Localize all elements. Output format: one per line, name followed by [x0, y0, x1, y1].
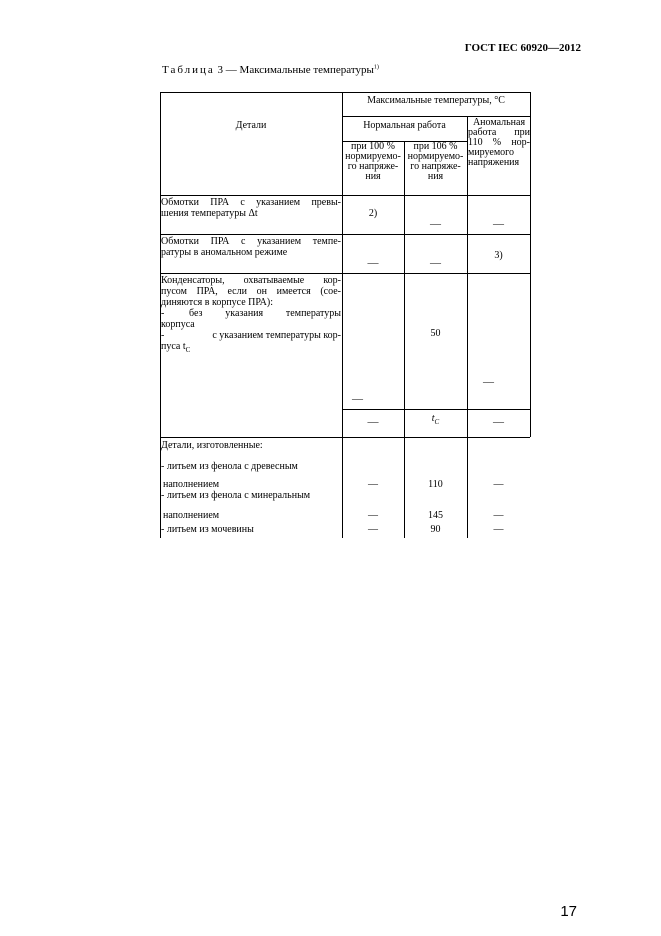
cell-value: —: [368, 510, 378, 521]
row-label-line: корпуса: [161, 319, 195, 330]
cell-value: —: [493, 524, 504, 535]
document-header: ГОСТ IEC 60920—2012: [464, 42, 581, 54]
col-header-line: ния: [365, 171, 381, 182]
col-header-line: го напряже-: [347, 161, 399, 172]
grid-line: [467, 116, 468, 538]
cell-value: —: [367, 257, 379, 269]
sub-item-bullet: -: [161, 330, 165, 341]
col-header-line: напряжения: [468, 157, 520, 168]
sub-item-text: с указанием температуры кор-: [212, 330, 341, 341]
caption-prefix: Таблица: [162, 64, 215, 76]
cell-value: —: [367, 416, 379, 428]
caption-footnote-ref: 1): [373, 64, 379, 71]
row-label-line: Обмотки ПРА с указанием превы-: [161, 197, 341, 208]
cell-value-text: t: [431, 413, 435, 424]
grid-line: [160, 92, 530, 93]
col-header-line: при 106 %: [413, 141, 458, 152]
row-label-line: Конденсаторы, охватываемые кор-: [161, 275, 341, 286]
sub-item-no-temp: [161, 308, 341, 319]
cell-value: 145: [428, 510, 443, 521]
row-label-line: шения температуры Δt: [161, 208, 258, 219]
cell-value: —: [493, 218, 504, 230]
row-label-windings-dt: [161, 197, 341, 219]
page-number: 17: [560, 903, 577, 920]
col-header-line: ния: [427, 171, 444, 182]
grid-line: [160, 437, 530, 438]
cell-value: —: [493, 510, 504, 521]
cell-value: 2): [368, 208, 378, 219]
row-label-capacitors: [161, 275, 341, 356]
cell-value: —: [368, 479, 378, 490]
cell-value: —: [368, 524, 378, 535]
row-label-text: пуса t: [161, 341, 186, 352]
row-label-parts: Детали, изготовленные:: [161, 440, 263, 451]
row-label-line: ратуры в аномальном режиме: [161, 247, 288, 258]
col-header-line: мируемого: [468, 147, 515, 158]
table-caption: [162, 64, 379, 76]
col-header-normal: Нормальная работа: [363, 120, 446, 131]
col-header-line: работа при: [468, 127, 530, 138]
col-header-abnormal: [468, 118, 530, 168]
col-header-106: [404, 142, 467, 182]
part-item-line: - литьем из мочевины: [161, 524, 254, 535]
cell-value-subscript: C: [434, 418, 440, 426]
cell-value: —: [352, 393, 363, 405]
col-header-line: го напряже-: [410, 161, 461, 172]
sub-item-bullet: -: [161, 308, 165, 319]
cell-value: —: [430, 218, 441, 230]
col-header-line: Аномальная: [472, 117, 526, 128]
col-header-line: 110 % нор-: [468, 137, 530, 148]
cell-value: 3): [494, 250, 503, 261]
row-label-line: диняются в корпусе ПРА):: [161, 297, 274, 308]
cell-value: [404, 413, 467, 428]
grid-line: [530, 92, 531, 437]
col-header-100: [342, 142, 404, 182]
part-item-line: наполнением: [163, 510, 220, 521]
grid-line: [160, 234, 530, 235]
cell-value: 90: [430, 524, 441, 535]
grid-line: [160, 273, 530, 274]
sub-item-with-temp: [161, 330, 341, 341]
cell-value: 50: [430, 328, 441, 339]
row-label-line: Обмотки ПРА с указанием темпе-: [161, 236, 341, 247]
col-header-details: Детали: [235, 120, 267, 131]
grid-line: [342, 409, 530, 410]
col-header-line: нормируемо-: [345, 151, 401, 162]
col-header-line: нормируемо-: [407, 151, 464, 162]
caption-text: 3 — Максимальные температуры: [214, 64, 374, 76]
row-label-line: [161, 341, 341, 356]
sub-item-text: без указания температуры: [189, 308, 341, 319]
row-label-subscript: C: [185, 346, 191, 354]
grid-line: [160, 195, 530, 196]
part-item-line: - литьем из фенола с древесным: [161, 461, 298, 472]
row-label-line: пусом ПРА, если он имеется (сое-: [161, 286, 341, 297]
part-item-line: - литьем из фенола с минеральным: [161, 490, 311, 501]
col-header-max-temp: Максимальные температуры, °С: [367, 95, 505, 106]
cell-value: 110: [428, 479, 443, 490]
col-header-line: при 100 %: [350, 141, 396, 152]
cell-value: —: [430, 257, 441, 269]
cell-value: —: [493, 416, 504, 428]
cell-value: —: [483, 376, 494, 388]
part-item-line: наполнением: [163, 479, 220, 490]
cell-value: —: [493, 479, 504, 490]
row-label-windings-abnormal: [161, 236, 341, 258]
